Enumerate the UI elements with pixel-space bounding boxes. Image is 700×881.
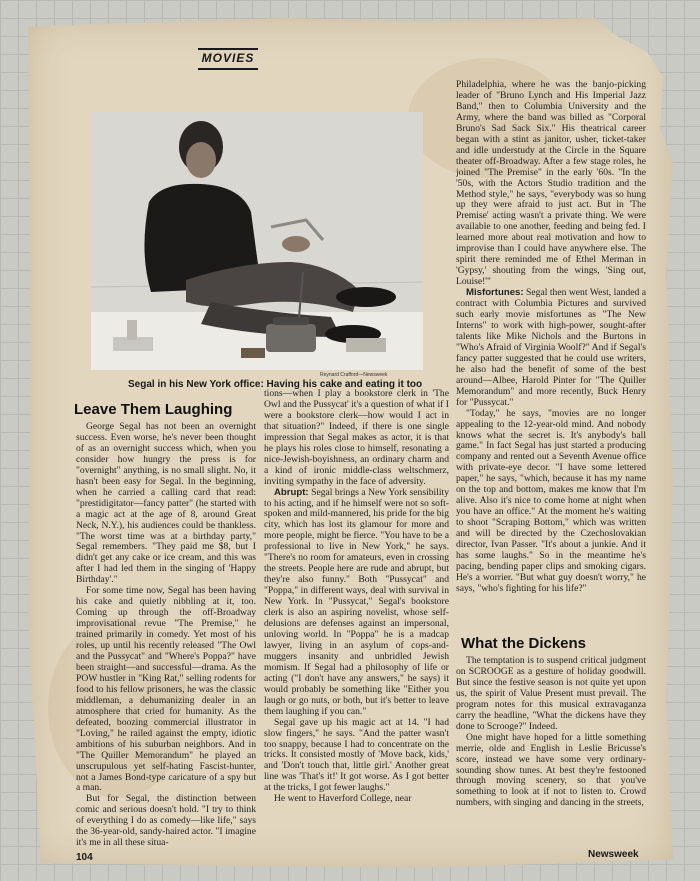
paragraph: For some time now, Segal has been having his cake and quietly nibbling at it, too. Coming up through the off-Broadway improvisational revue "The Premise," he trained primarily in comedy. Yet most of his roles, up until his recently released "The Owl and the Pussycat" and "Where's Poppa?" have been straight—and successful—drama. As the POW hustler in "King Rat," selling rodents for food to his fellow prisoners, he was the classic middleman, a dehumanizing dealer in an atmosphere that cried for humanity. As the defeated, boozing commercial illustrator in "Loving," he railed against the empty, idiotic ambitions of his suburban neighbors. And in "The Quiller Memorandum" he played an unscrupulous yet self-hating Fascist-hunter, not a James Bond-type caricature of a spy but a man.: [76, 585, 256, 794]
photo-illustration: [91, 112, 423, 370]
portrait-photo: [91, 112, 423, 370]
run-in-subhead: Abrupt:: [274, 486, 309, 498]
paragraph: Segal gave up his magic act at 14. "I had slow fingers," he says. "And the patter wasn't too snappy, because I had to concentrate on the tricks. It consisted mostly of 'Move back, kids,' and 'Don't touch that, little girl.' Another great line was 'That's it!' It got worse. As I got better at the tricks, I got fewer laughs.": [264, 716, 449, 794]
paragraph: The temptation is to suspend critical judgment on SCROOGE as a gesture of holiday goodwill. But since the festive season is not quite yet upon us, the spirit of Value Present must prevail. The program notes for this musical extravaganza carry the headline, "What the dickens have they done to Scrooge?" Indeed.: [456, 656, 646, 732]
page-number: 104: [76, 852, 93, 863]
paragraph: Philadelphia, where he was the banjo-picking leader of "Bruno Lynch and His Imperial Jazz Band," then to Columbia University and the Army, where the band was billed as "Corporal Bruno's Sad Sack Six." His theatrical career began with a stint as janitor, usher, ticket-taker and idle understudy at the Circle in the Square theater off-Broadway. After a few stage roles, he joined "The Premise" in the early '60s. "In the '50s, with the Actors Studio tradition and the Method style," he says, "everybody was so hung up they were afraid to just act. But in 'The Premise' acting wasn't a private thing. We were available to one another, feeding and being fed. I learned more about real motivation and how to improvise than I could have anywhere else. The spirit there reminded me of Ethel Merman in 'Gypsy,' shouting from the wings, 'Sing out, Louise!'": [456, 80, 646, 288]
article-column-1: [76, 422, 256, 867]
paragraph: tions—when I play a bookstore clerk in 'The Owl and the Pussycat' it's a question of what if I were a bookstore clerk—how would I act in that situation?" Indeed, if there is one single impression that Segal makes as actor, it is that he plays his roles close to himself, resonating a nice-Jewish-boyishness, an ordinary charm and a kind of ironic middle-class weltschmerz, inviting sympathy in the face of adversity.: [264, 389, 449, 487]
run-in-subhead: Misfortunes:: [466, 287, 524, 299]
article-column-3: [456, 80, 646, 638]
paragraph: One might have hoped for a little something merrie, olde and English in Leslie Bricusse's score, instead we have some very ordinary-sounding show tunes. At best they're festooned through moving scenery, so that you've something to look at if not to listen to. Crowd numbers, with singing and dancing in the streets,: [456, 731, 646, 809]
paragraph: Misfortunes: Segal then went West, landed a contract with Columbia Pictures and survived such early movie misfortunes as "The New Interns" to work with high-power, sought-after talents like Mike Nichols and the Burtons in "Who's Afraid of Virginia Woolf?" And if Segal's fancy patter suggested that he could use writers, he also had the benefit of some of the best around—Albee, Harold Pinter for "The Quiller Memorandum" and more recently, Buck Henry for "Pussycat.": [456, 287, 646, 408]
photo-credit: Reynard Crafford—Newsweek: [320, 372, 388, 378]
article-column-2: [264, 389, 449, 867]
photo-caption: Segal in his New York office: Having his cake and eating it too: [128, 379, 423, 390]
section-rule-top: [198, 48, 258, 50]
section-label: MOVIES: [201, 51, 255, 65]
paragraph: George Segal has not been an overnight success. Even worse, he's never been thought of as an overnight success which, when you consider how hungry the press is for "overnight" anything, is no small slight. No, it hasn't been easy for Segal. In the beginning, when he carried a calling card that read: "prestidigitator—fancy patter" (he started with a magic act at the age of 8, around Great Neck, N.Y.), his audiences could be thankless. "The worst time was at a birthday party," Segal remembers. "They paid me $8, but I didn't get any cake or ice cream, and this was after I had led them in the singing of 'Happy Birthday'.": [76, 422, 256, 586]
publication-name: Newsweek: [588, 849, 639, 860]
article-headline: Leave Them Laughing: [74, 401, 233, 418]
article2-headline: What the Dickens: [461, 635, 587, 652]
section-rule-bottom: [198, 68, 258, 70]
paragraph: But for Segal, the distinction between comic and serious doesn't hold. "I try to think of everything I do as comedy—like life," says the 36-year-old, sandy-haired actor. "I imagine it's me in all these situa-: [76, 793, 256, 849]
paragraph: Abrupt: Segal brings a New York sensibility to his acting, and if he himself were not so soft-spoken and mild-mannered, his pride for the big city, which has lost its glamour for more and more people, might be fierce. "You have to be a professional to live in New York," he says. "There's no room for amateurs, even in crossing the streets. People here are rude and abrupt, but they're also funny." Both "Pussycat" and "Poppa," in different ways, deal with survival in New York. In "Pussycat," Segal's bookstore clerk is also an aspiring novelist, whose self-delusions are defenses against an impersonal, unloving world. In "Poppa" he is a madcap lawyer, living in an asylum of cops-and-muggers insanity and unbridled Jewish momism. If Segal had a philosophy of life or acting ("I don't have any answers," he says) it would probably be something like "Either you laugh or go nuts, or both, but it's better to leave them laughing if you can.": [264, 486, 449, 717]
paragraph: "Today," he says, "movies are no longer appealing to the 12-year-old mind. And nobody knows what the secret is. It's anybody's ball game." In fact Segal has just started a producing company and rented out a Seventh Avenue office with private-eye decor. "I have some lettered paper," he says, "which, because it has my name on the top and bottom, makes me know that I'm alive. Also it's nice to come home at night when you have an office." At the moment he's waiting to shoot "Scraping Bottom," which was written and will be directed by the Czechoslovakian director, Ivan Passer. "It's about a junkie. And it has some laughs." So in the meantime he's pacing, bending paper clips and smoking cigars. He's a worrier. "But what guy doesn't worry," he says, "who's fighting for his life?": [456, 407, 646, 594]
paragraph: He went to Haverford College, near: [274, 793, 412, 805]
article2-body: [456, 656, 646, 846]
